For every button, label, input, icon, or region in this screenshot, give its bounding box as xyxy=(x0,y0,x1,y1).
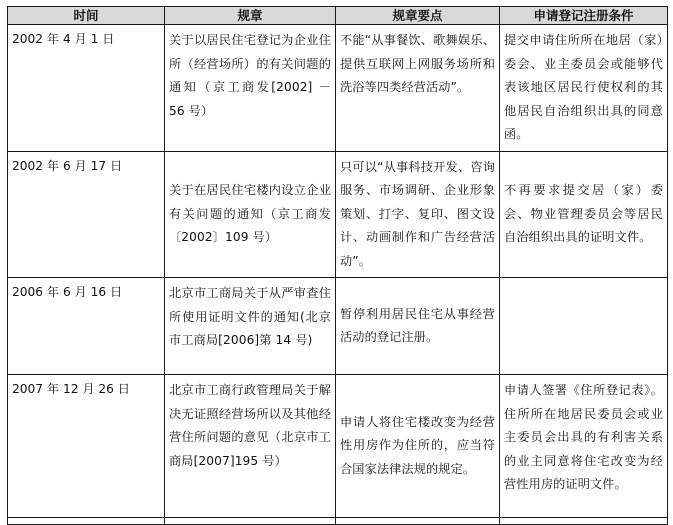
key-points-text: 不能“从事餐饮、歌舞娱乐、提供互联网上网服务场所和洗浴等四类经营活动”。 xyxy=(340,33,495,94)
regulation-cell xyxy=(165,151,336,278)
key-points-cell xyxy=(336,375,500,518)
date-cell xyxy=(8,278,165,375)
table-row xyxy=(8,151,668,278)
regulation-text: 北京市工商行政管理局关于解决无证照经营场所以及其他经营住所问题的意见（北京市工商局[2007]195 号） xyxy=(169,383,331,468)
header-regulation: 规章 xyxy=(165,7,336,25)
header-conditions: 申请登记注册条件 xyxy=(500,7,668,25)
key-points-cell xyxy=(336,151,500,278)
table-row xyxy=(8,25,668,152)
regulation-cell xyxy=(165,25,336,152)
table-header-row xyxy=(8,7,668,25)
conditions-cell xyxy=(500,25,668,152)
key-points-cell xyxy=(336,278,500,375)
partial-cell xyxy=(8,518,165,525)
table-row xyxy=(8,375,668,518)
conditions-cell xyxy=(500,151,668,278)
date-text: 2006 年 6 月 16 日 xyxy=(12,285,123,299)
conditions-cell xyxy=(500,278,668,375)
regulations-table xyxy=(7,6,668,525)
table-row xyxy=(8,278,668,375)
date-cell xyxy=(8,151,165,278)
regulation-cell xyxy=(165,278,336,375)
header-key-points: 规章要点 xyxy=(336,7,500,25)
conditions-cell xyxy=(500,375,668,518)
partial-cell xyxy=(336,518,500,525)
conditions-text: 申请人签署《住所登记表》。住所所在地居民委员会或业主委员会出具的有利害关系的业主同意将住宅改变为经营性用房的证明文件。 xyxy=(504,383,663,491)
regulation-text: 关于以居民住宅登记为企业住所（经营场所）的有关问题的通知（京工商发[2002] － 56 号） xyxy=(169,33,331,118)
date-cell xyxy=(8,25,165,152)
regulation-text: 关于在居民住宅楼内设立企业有关问题的通知（京工商发〔2002〕109 号） xyxy=(169,183,331,244)
key-points-text: 只可以“从事科技开发、咨询服务、市场调研、企业形象策划、打字、复印、图文设计、动画制作和广告经营活动”。 xyxy=(340,159,495,268)
key-points-text: 暂停利用居民住宅从事经营活动的登记注册。 xyxy=(340,306,495,344)
key-points-cell xyxy=(336,25,500,152)
date-text: 2007 年 12 月 26 日 xyxy=(12,382,130,396)
date-text: 2002 年 4 月 1 日 xyxy=(12,32,115,46)
date-cell xyxy=(8,375,165,518)
conditions-text: 提交申请住所所在地居（家）委会、业主委员会或能够代表该地区居民行使权利的其他居民自治组织出具的同意函。 xyxy=(504,33,663,141)
header-time: 时间 xyxy=(8,7,165,25)
partial-cell xyxy=(500,518,668,525)
regulation-cell xyxy=(165,375,336,518)
partial-cell xyxy=(165,518,336,525)
conditions-text: 不再要求提交居（家）委会、物业管理委员会等居民自治组织出具的证明文件。 xyxy=(504,183,663,244)
key-points-text: 申请人将住宅楼改变为经营性用房作为住所的，应当符合国家法律法规的规定。 xyxy=(340,414,495,476)
table-row-partial xyxy=(8,518,668,525)
date-text: 2002 年 6 月 17 日 xyxy=(12,158,123,173)
regulation-text: 北京市工商局关于从严审查住所使用证明文件的通知(北京市工商局[2006]第 14 号) xyxy=(169,286,331,347)
